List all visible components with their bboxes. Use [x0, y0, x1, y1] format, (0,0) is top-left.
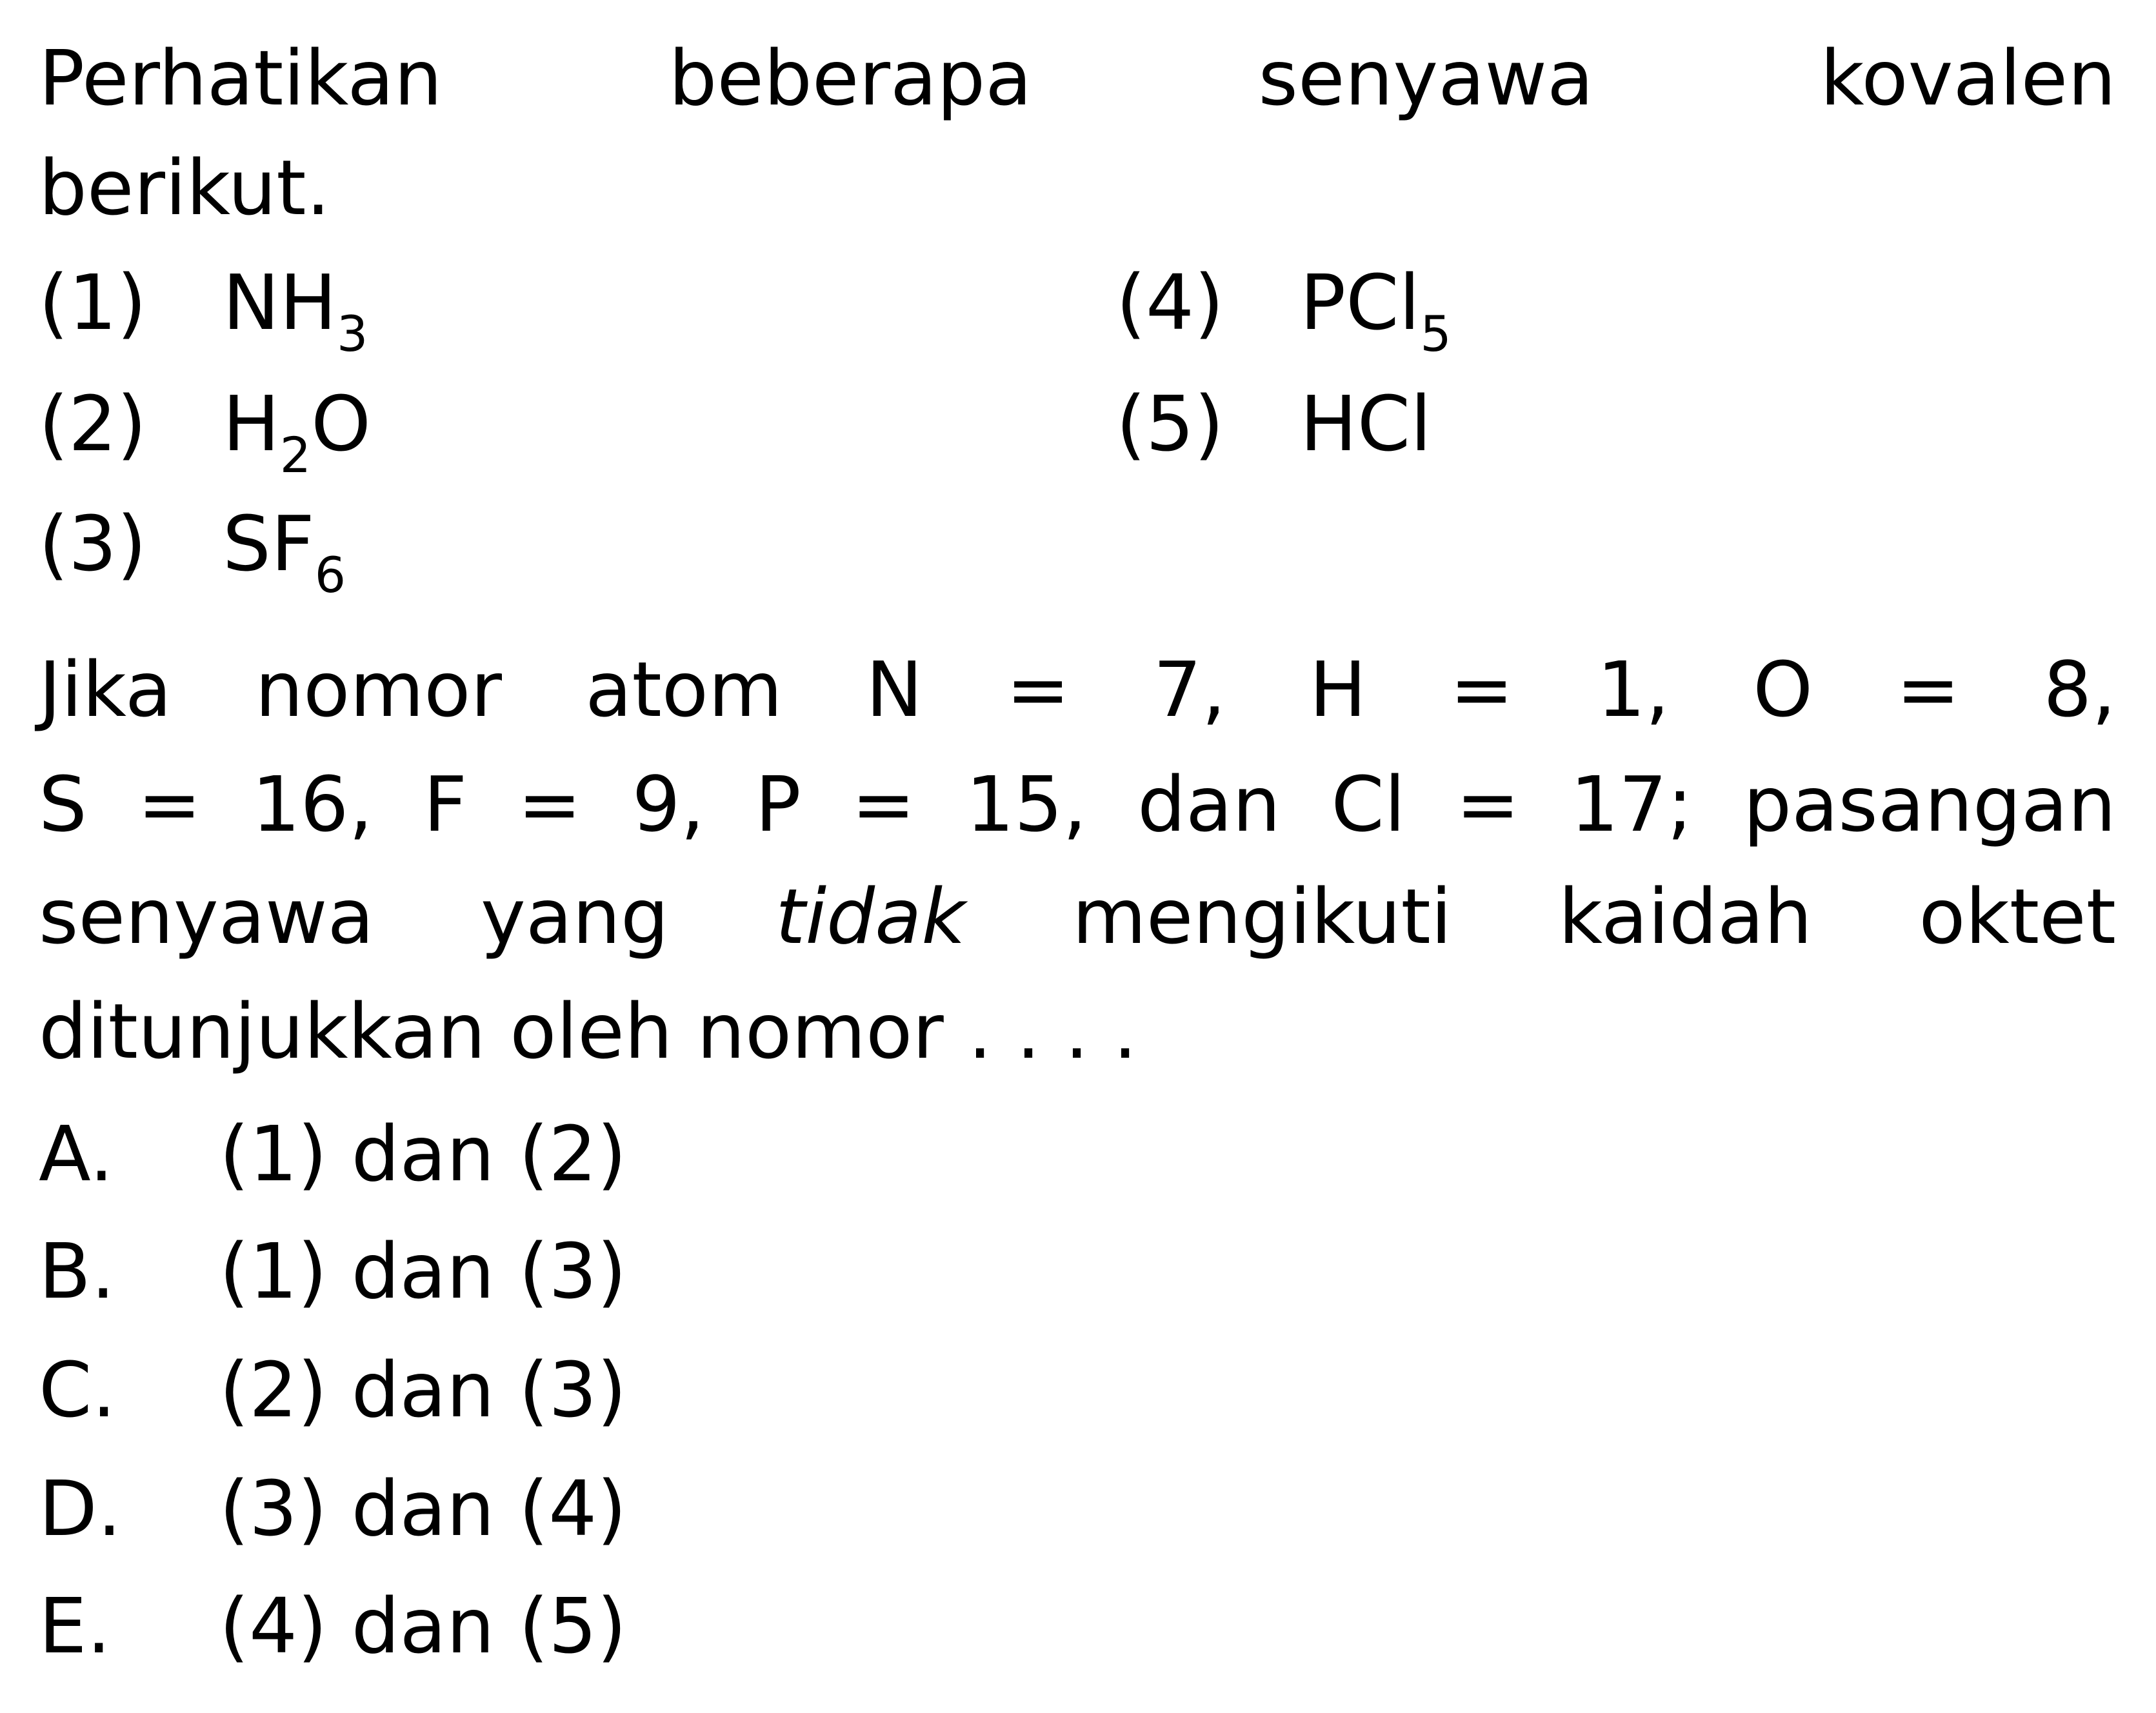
- compound-item: [39, 379, 371, 484]
- compound-item: [1116, 258, 1452, 362]
- intro-line-2: berikut.: [39, 143, 331, 232]
- choice-a[interactable]: [39, 1109, 627, 1198]
- body-line-2: S = 16, F = 9, P = 15, dan Cl = 17; pasangan: [39, 760, 2116, 849]
- choice-b[interactable]: [39, 1227, 627, 1316]
- body-line-1: Jika nomor atom N = 7, H = 1, O = 8,: [39, 645, 2116, 734]
- choice-letter: B.: [39, 1227, 115, 1316]
- emphasis-tidak: tidak: [775, 872, 966, 961]
- choice-text: (2) dan (3): [219, 1345, 627, 1434]
- choice-letter: A.: [39, 1109, 114, 1198]
- compound-number: (5): [1116, 379, 1224, 468]
- choice-d[interactable]: [39, 1464, 627, 1553]
- choice-text: (3) dan (4): [219, 1464, 627, 1553]
- compound-formula: PCl$_5$: [1300, 258, 1452, 362]
- choice-text: (1) dan (2): [219, 1109, 627, 1198]
- choice-text: (1) dan (3): [219, 1227, 627, 1316]
- body-line-3: senyawa yang tidak mengikuti kaidah oktet: [39, 872, 2116, 961]
- compound-formula: $SF_6$: [223, 499, 346, 604]
- compound-number: (3): [39, 499, 147, 588]
- compound-number: (2): [39, 379, 147, 468]
- choice-text: (4) dan (5): [219, 1581, 627, 1670]
- body-line-4: ditunjukkan oleh nomor . . . .: [39, 987, 1137, 1076]
- choice-c[interactable]: [39, 1345, 627, 1434]
- compound-formula: HCl: [1300, 379, 1432, 468]
- intro-line-1: Perhatikan beberapa senyawa kovalen: [39, 34, 2116, 123]
- compound-number: (1): [39, 258, 147, 347]
- compound-formula: $NH_3$: [223, 258, 368, 362]
- choice-letter: E.: [39, 1581, 112, 1670]
- compound-item: [39, 499, 346, 604]
- compound-number: (4): [1116, 258, 1224, 347]
- choice-e[interactable]: [39, 1581, 627, 1670]
- compound-formula: $H_2O$: [223, 379, 371, 484]
- choice-letter: C.: [39, 1345, 116, 1434]
- choice-letter: D.: [39, 1464, 122, 1553]
- compound-item: [1116, 379, 1432, 468]
- compound-item: [39, 258, 368, 362]
